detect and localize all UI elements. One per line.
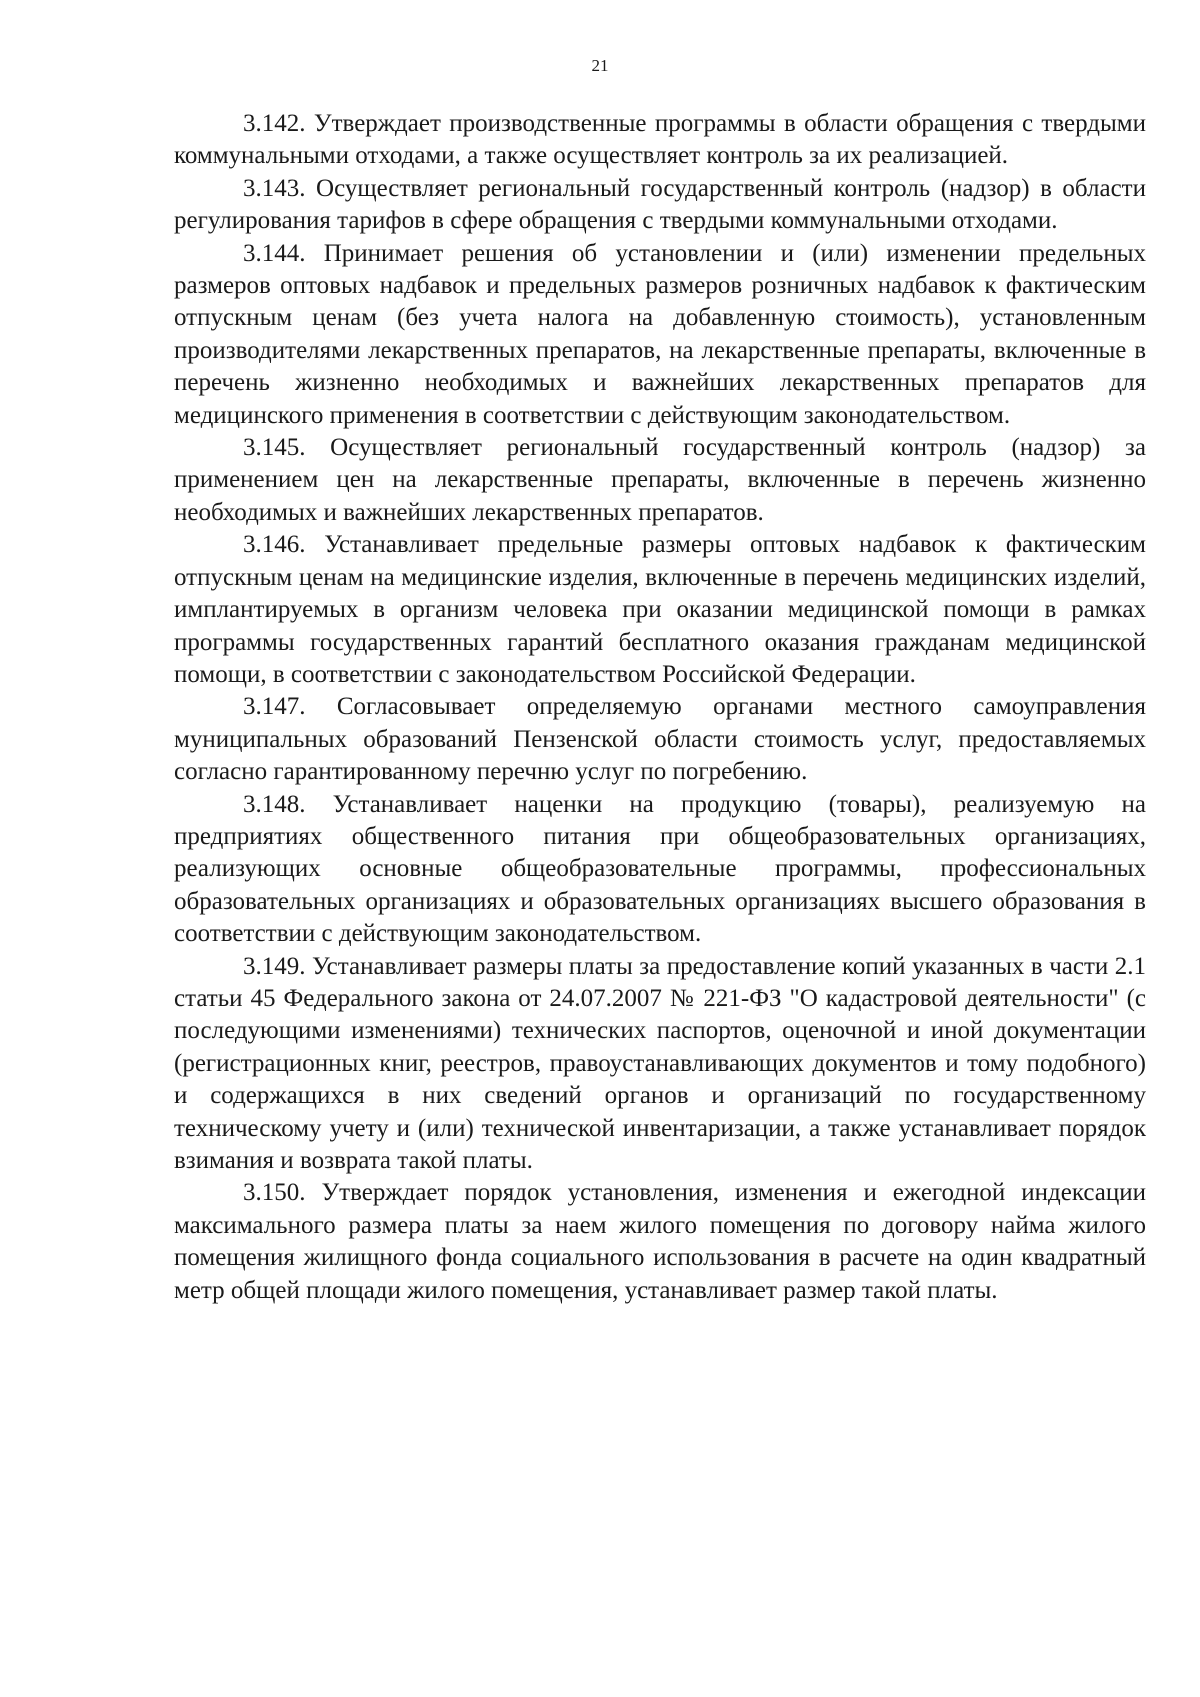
paragraph-3-145 bbox=[174, 432, 1146, 529]
paragraph-number: 3.146. bbox=[243, 531, 306, 559]
paragraph-number: 3.143. bbox=[243, 174, 306, 202]
paragraph-3-147 bbox=[174, 691, 1146, 788]
paragraph-text: Устанавливает размеры платы за предоставление копий указанных в части 2.1 статьи 45 Федерального закона от 24.07.2007 № 221-ФЗ "О кадастровой деятельности" (с последующими изменениями) технических паспортов, оценочной и иной документации (регистрационных книг, реестров, правоустанавливающих документов и тому подобного) и содержащихся в них сведений органов и организаций по государственному техническому учету и (или) технической инвентаризации, а также устанавливает порядок взимания и возврата такой платы. bbox=[174, 952, 1146, 1174]
paragraph-3-150 bbox=[174, 1177, 1146, 1307]
paragraph-number: 3.144. bbox=[243, 239, 306, 267]
paragraph-number: 3.147. bbox=[243, 693, 306, 721]
paragraph-number: 3.145. bbox=[243, 434, 306, 462]
paragraph-text: Согласовывает определяемую органами местного самоуправления муниципальных образований Пензенской области стоимость услуг, предоставляемых согласно гарантированному перечню услуг по погребению. bbox=[174, 693, 1146, 786]
document-body bbox=[174, 108, 1146, 1307]
paragraph-number: 3.142. bbox=[243, 110, 306, 137]
paragraph-3-148 bbox=[174, 789, 1146, 951]
paragraph-number: 3.148. bbox=[243, 790, 306, 818]
paragraph-text: Устанавливает наценки на продукцию (товары), реализуемую на предприятиях общественного питания при общеобразовательных организациях, реализующих основные общеобразовательные программы, профессиональных образовательных организациях и образовательных организациях высшего образования в соответствии с действующим законодательством. bbox=[174, 790, 1146, 948]
paragraph-text: Принимает решения об установлении и (или) изменении предельных размеров оптовых надбавок и предельных размеров розничных надбавок к фактическим отпускным ценам (без учета налога на добавленную стоимость), установленным производителями лекарственных препаратов, на лекарственные препараты, включенные в перечень жизненно необходимых и важнейших лекарственных препаратов для медицинского применения в соответствии с действующим законодательством. bbox=[174, 239, 1146, 429]
paragraph-text: Утверждает производственные программы в области обращения с твердыми коммунальными отходами, а также осуществляет контроль за их реализацией. bbox=[174, 110, 1146, 170]
page-number: 21 bbox=[591, 56, 609, 75]
paragraph-text: Устанавливает предельные размеры оптовых надбавок к фактическим отпускным ценам на медицинские изделия, включенные в перечень медицинских изделий, имплантируемых в организм человека при оказании медицинской помощи в рамках программы государственных гарантий бесплатного оказания гражданам медицинской помощи, в соответствии с законодательством Российской Федерации. bbox=[174, 531, 1147, 688]
paragraph-3-149 bbox=[174, 951, 1146, 1178]
paragraph-3-146 bbox=[174, 529, 1146, 691]
paragraph-text: Осуществляет региональный государственный контроль (надзор) за применением цен на лекарственные препараты, включенные в перечень жизненно необходимых и важнейших лекарственных препаратов. bbox=[174, 434, 1146, 526]
paragraph-3-144 bbox=[174, 238, 1146, 432]
paragraph-number: 3.150. bbox=[243, 1179, 306, 1207]
paragraph-3-142 bbox=[174, 108, 1146, 173]
paragraph-text: Осуществляет региональный государственный контроль (надзор) в области регулирования тарифов в сфере обращения с твердыми коммунальными отходами. bbox=[174, 174, 1146, 235]
paragraph-3-143 bbox=[174, 173, 1146, 238]
paragraph-text: Утверждает порядок установления, изменения и ежегодной индексации максимального размера платы за наем жилого помещения по договору найма жилого помещения жилищного фонда социального использования в расчете на один квадратный метр общей площади жилого помещения, устанавливает размер такой платы. bbox=[174, 1179, 1146, 1304]
paragraph-number: 3.149. bbox=[243, 952, 306, 980]
